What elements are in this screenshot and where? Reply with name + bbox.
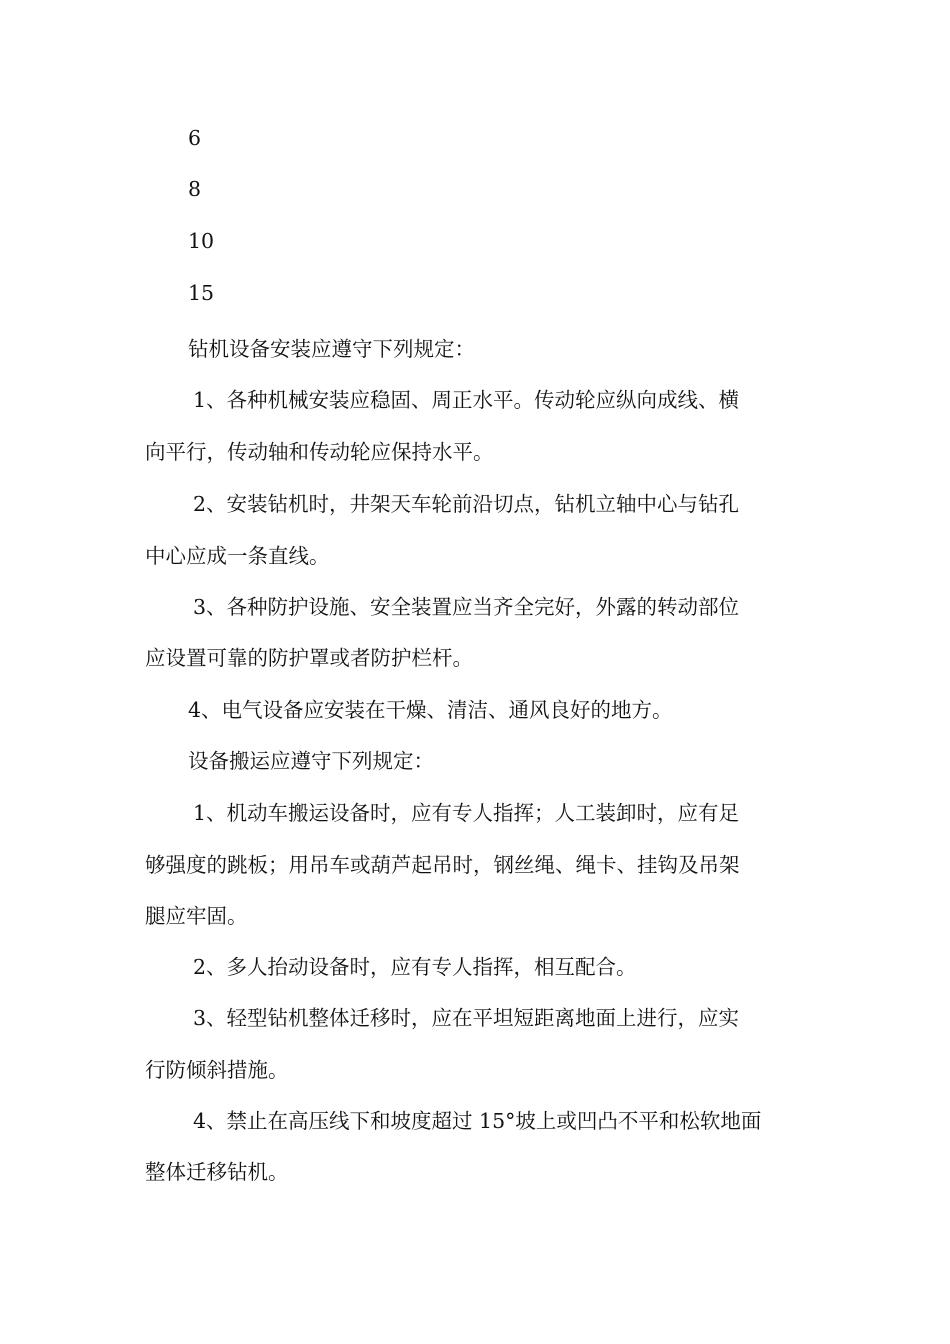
paragraph-line: 3、各种防护设施、安全装置应当齐全完好，外露的转动部位	[193, 595, 740, 619]
paragraph-line: 1、各种机械安装应稳固、周正水平。传动轮应纵向成线、横	[193, 388, 740, 412]
paragraph-line: 2、多人抬动设备时，应有专人指挥，相互配合。	[193, 955, 637, 979]
number-line: 8	[188, 177, 202, 201]
section-heading: 钻机设备安装应遵守下列规定：	[188, 337, 475, 361]
paragraph-line: 行防倾斜措施。	[145, 1058, 289, 1082]
paragraph-line: 1、机动车搬运设备时，应有专人指挥；人工装卸时，应有足	[193, 801, 740, 825]
paragraph-line: 腿应牢固。	[145, 904, 248, 928]
paragraph-line: 2、安装钻机时，井架天车轮前沿切点，钻机立轴中心与钻孔	[193, 492, 740, 516]
number-line: 15	[188, 281, 215, 305]
number-line: 10	[188, 229, 215, 253]
section-heading: 设备搬运应遵守下列规定：	[188, 749, 434, 773]
paragraph-line: 4、禁止在高压线下和坡度超过 15°坡上或凹凸不平和松软地面	[193, 1109, 762, 1133]
paragraph-line: 整体迁移钻机。	[145, 1160, 289, 1184]
paragraph-line: 中心应成一条直线。	[145, 544, 330, 568]
number-line: 6	[188, 126, 202, 150]
paragraph-line: 够强度的跳板；用吊车或葫芦起吊时，钢丝绳、绳卡、挂钩及吊架	[145, 853, 740, 877]
paragraph-line: 向平行，传动轴和传动轮应保持水平。	[145, 440, 494, 464]
paragraph-line: 应设置可靠的防护罩或者防护栏杆。	[145, 646, 473, 670]
paragraph-line: 4、电气设备应安装在干燥、清洁、通风良好的地方。	[188, 698, 673, 722]
paragraph-line: 3、轻型钻机整体迁移时，应在平坦短距离地面上进行，应实	[193, 1006, 740, 1030]
